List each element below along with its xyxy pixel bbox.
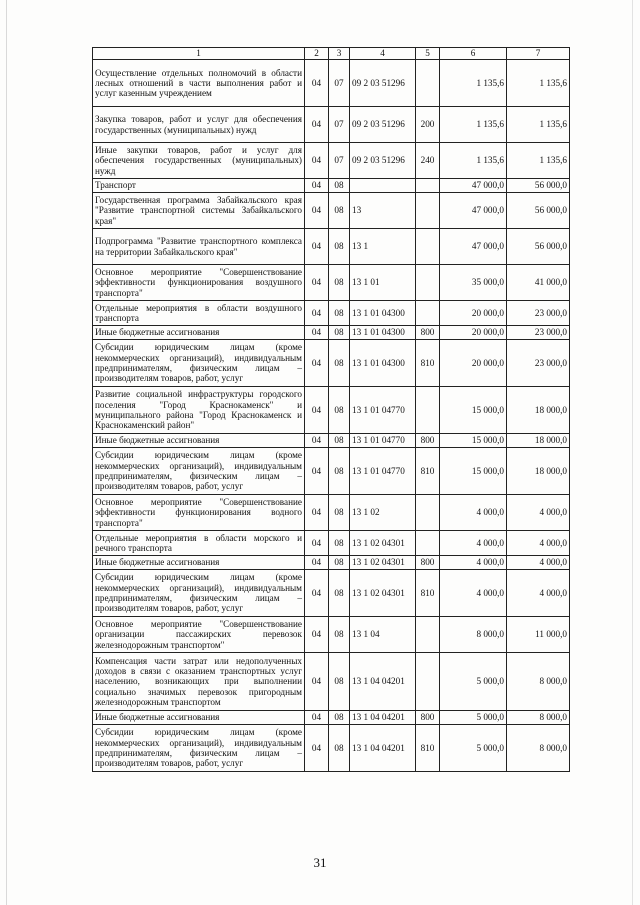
row-amount-year2-cell: 23 000,0 xyxy=(507,340,570,387)
row-subsection-cell: 08 xyxy=(329,326,350,340)
row-name-cell: Отдельные мероприятия в области воздушного транспорта xyxy=(93,301,305,326)
row-section-cell: 04 xyxy=(305,60,329,107)
row-target-article-cell: 13 1 02 04301 xyxy=(350,556,416,570)
row-name-cell: Субсидии юридическим лицам (кроме некоммерческих организаций), индивидуальным предпринимателям, физическим лицам – производителям товаров, работ, услуг xyxy=(93,448,305,495)
row-subsection-cell: 08 xyxy=(329,387,350,434)
row-name-cell: Отдельные мероприятия в области морского и речного транспорта xyxy=(93,531,305,556)
row-amount-year1-cell: 1 135,6 xyxy=(440,143,507,179)
row-section-cell: 04 xyxy=(305,265,329,301)
row-section-cell: 04 xyxy=(305,387,329,434)
row-amount-year1-cell: 1 135,6 xyxy=(440,60,507,107)
row-amount-year2-cell: 56 000,0 xyxy=(507,229,570,265)
table-row xyxy=(93,570,570,617)
row-section-cell: 04 xyxy=(305,143,329,179)
row-target-article-cell: 13 1 01 04300 xyxy=(350,340,416,387)
row-subsection-cell: 07 xyxy=(329,107,350,143)
row-amount-year1-cell: 15 000,0 xyxy=(440,448,507,495)
row-amount-year2-cell: 4 000,0 xyxy=(507,570,570,617)
row-target-article-cell: 13 1 xyxy=(350,229,416,265)
table-row xyxy=(93,193,570,229)
row-expense-type-cell: 810 xyxy=(416,340,440,387)
row-section-cell: 04 xyxy=(305,711,329,725)
header-col-3: 3 xyxy=(329,48,350,60)
header-col-2: 2 xyxy=(305,48,329,60)
row-subsection-cell: 07 xyxy=(329,60,350,107)
row-name-cell: Транспорт xyxy=(93,179,305,193)
row-target-article-cell: 13 1 01 xyxy=(350,265,416,301)
header-col-6: 6 xyxy=(440,48,507,60)
row-section-cell: 04 xyxy=(305,434,329,448)
row-section-cell: 04 xyxy=(305,193,329,229)
row-subsection-cell: 08 xyxy=(329,265,350,301)
row-target-article-cell: 09 2 03 51296 xyxy=(350,107,416,143)
row-subsection-cell: 08 xyxy=(329,570,350,617)
row-target-article-cell: 13 1 02 xyxy=(350,495,416,531)
row-amount-year1-cell: 20 000,0 xyxy=(440,301,507,326)
row-target-article-cell: 09 2 03 51296 xyxy=(350,143,416,179)
row-subsection-cell: 08 xyxy=(329,301,350,326)
row-subsection-cell: 08 xyxy=(329,617,350,653)
budget-table xyxy=(92,47,570,772)
row-name-cell: Субсидии юридическим лицам (кроме некоммерческих организаций), индивидуальным предпринимателям, физическим лицам – производителям товаров, работ, услуг xyxy=(93,725,305,772)
table-row xyxy=(93,265,570,301)
row-subsection-cell: 08 xyxy=(329,193,350,229)
row-amount-year2-cell: 56 000,0 xyxy=(507,193,570,229)
row-amount-year1-cell: 4 000,0 xyxy=(440,570,507,617)
row-target-article-cell: 13 1 01 04770 xyxy=(350,434,416,448)
row-subsection-cell: 08 xyxy=(329,229,350,265)
row-expense-type-cell: 800 xyxy=(416,711,440,725)
row-target-article-cell: 13 1 01 04770 xyxy=(350,448,416,495)
row-amount-year2-cell: 8 000,0 xyxy=(507,653,570,711)
row-section-cell: 04 xyxy=(305,653,329,711)
table-body xyxy=(93,60,570,772)
row-section-cell: 04 xyxy=(305,570,329,617)
row-amount-year2-cell: 11 000,0 xyxy=(507,617,570,653)
table-row xyxy=(93,617,570,653)
header-col-7: 7 xyxy=(507,48,570,60)
row-target-article-cell: 13 1 01 04770 xyxy=(350,387,416,434)
row-expense-type-cell xyxy=(416,265,440,301)
row-expense-type-cell: 240 xyxy=(416,143,440,179)
table-row xyxy=(93,531,570,556)
row-amount-year1-cell: 1 135,6 xyxy=(440,107,507,143)
row-subsection-cell: 08 xyxy=(329,531,350,556)
table-row xyxy=(93,107,570,143)
table-row xyxy=(93,495,570,531)
scan-edge-left xyxy=(6,0,7,905)
row-expense-type-cell: 810 xyxy=(416,448,440,495)
scan-edge-right xyxy=(632,0,633,905)
table-row xyxy=(93,448,570,495)
row-amount-year2-cell: 41 000,0 xyxy=(507,265,570,301)
row-subsection-cell: 08 xyxy=(329,434,350,448)
row-target-article-cell: 13 1 02 04301 xyxy=(350,570,416,617)
row-name-cell: Иные бюджетные ассигнования xyxy=(93,556,305,570)
header-col-1: 1 xyxy=(93,48,305,60)
row-expense-type-cell xyxy=(416,229,440,265)
row-name-cell: Компенсация части затрат или недополученных доходов в связи с оказанием транспортных услуг населению, возникающих при выполнении социально значимых перевозок пригородным железнодорожным транспортом xyxy=(93,653,305,711)
row-section-cell: 04 xyxy=(305,301,329,326)
row-amount-year1-cell: 20 000,0 xyxy=(440,326,507,340)
row-amount-year1-cell: 47 000,0 xyxy=(440,229,507,265)
row-name-cell: Развитие социальной инфраструктуры городского поселения "Город Краснокаменск" и муниципального района "Город Краснокаменск и Краснокаменский район" xyxy=(93,387,305,434)
row-amount-year1-cell: 15 000,0 xyxy=(440,434,507,448)
row-amount-year2-cell: 4 000,0 xyxy=(507,495,570,531)
row-section-cell: 04 xyxy=(305,107,329,143)
row-section-cell: 04 xyxy=(305,229,329,265)
table-row xyxy=(93,556,570,570)
row-amount-year2-cell: 8 000,0 xyxy=(507,725,570,772)
row-name-cell: Закупка товаров, работ и услуг для обеспечения государственных (муниципальных) нужд xyxy=(93,107,305,143)
table-row xyxy=(93,340,570,387)
row-amount-year1-cell: 35 000,0 xyxy=(440,265,507,301)
row-section-cell: 04 xyxy=(305,725,329,772)
row-expense-type-cell: 200 xyxy=(416,107,440,143)
row-expense-type-cell: 800 xyxy=(416,326,440,340)
row-expense-type-cell xyxy=(416,531,440,556)
table-row xyxy=(93,725,570,772)
row-target-article-cell: 13 1 04 04201 xyxy=(350,653,416,711)
row-subsection-cell: 07 xyxy=(329,143,350,179)
row-name-cell: Субсидии юридическим лицам (кроме некоммерческих организаций), индивидуальным предпринимателям, физическим лицам – производителям товаров, работ, услуг xyxy=(93,570,305,617)
row-name-cell: Иные бюджетные ассигнования xyxy=(93,711,305,725)
table-row xyxy=(93,434,570,448)
row-subsection-cell: 08 xyxy=(329,179,350,193)
row-amount-year2-cell: 4 000,0 xyxy=(507,531,570,556)
row-target-article-cell: 13 1 01 04300 xyxy=(350,326,416,340)
row-target-article-cell: 13 1 04 04201 xyxy=(350,711,416,725)
row-name-cell: Иные бюджетные ассигнования xyxy=(93,326,305,340)
table-row xyxy=(93,301,570,326)
row-subsection-cell: 08 xyxy=(329,448,350,495)
row-expense-type-cell xyxy=(416,617,440,653)
table-row xyxy=(93,387,570,434)
row-section-cell: 04 xyxy=(305,617,329,653)
row-name-cell: Государственная программа Забайкальского края "Развитие транспортной системы Забайкальского края" xyxy=(93,193,305,229)
row-subsection-cell: 08 xyxy=(329,340,350,387)
row-amount-year2-cell: 23 000,0 xyxy=(507,301,570,326)
table-row xyxy=(93,711,570,725)
row-expense-type-cell: 810 xyxy=(416,570,440,617)
row-amount-year1-cell: 15 000,0 xyxy=(440,387,507,434)
row-subsection-cell: 08 xyxy=(329,495,350,531)
header-col-5: 5 xyxy=(416,48,440,60)
row-name-cell: Основное мероприятие "Совершенствование эффективности функционирования водного транспорта" xyxy=(93,495,305,531)
row-expense-type-cell xyxy=(416,387,440,434)
table-row xyxy=(93,326,570,340)
row-target-article-cell: 13 1 04 xyxy=(350,617,416,653)
row-subsection-cell: 08 xyxy=(329,711,350,725)
row-amount-year2-cell: 56 000,0 xyxy=(507,179,570,193)
row-expense-type-cell: 810 xyxy=(416,725,440,772)
row-section-cell: 04 xyxy=(305,179,329,193)
row-name-cell: Иные бюджетные ассигнования xyxy=(93,434,305,448)
row-subsection-cell: 08 xyxy=(329,556,350,570)
row-section-cell: 04 xyxy=(305,495,329,531)
row-target-article-cell: 13 1 02 04301 xyxy=(350,531,416,556)
row-amount-year1-cell: 5 000,0 xyxy=(440,725,507,772)
row-amount-year1-cell: 4 000,0 xyxy=(440,531,507,556)
row-target-article-cell: 13 xyxy=(350,193,416,229)
row-name-cell: Иные закупки товаров, работ и услуг для обеспечения государственных (муниципальных) нужд xyxy=(93,143,305,179)
row-amount-year1-cell: 20 000,0 xyxy=(440,340,507,387)
row-amount-year2-cell: 18 000,0 xyxy=(507,434,570,448)
row-section-cell: 04 xyxy=(305,340,329,387)
table-row xyxy=(93,653,570,711)
row-name-cell: Подпрограмма "Развитие транспортного комплекса на территории Забайкальского края" xyxy=(93,229,305,265)
row-name-cell: Осуществление отдельных полномочий в области лесных отношений в части выполнения работ и услуг казенным учреждением xyxy=(93,60,305,107)
row-amount-year2-cell: 4 000,0 xyxy=(507,556,570,570)
row-amount-year2-cell: 8 000,0 xyxy=(507,711,570,725)
row-name-cell: Основное мероприятие "Совершенствование организации пассажирских перевозок железнодорожным транспортом" xyxy=(93,617,305,653)
row-section-cell: 04 xyxy=(305,448,329,495)
table-row xyxy=(93,179,570,193)
row-target-article-cell: 13 1 04 04201 xyxy=(350,725,416,772)
row-amount-year1-cell: 5 000,0 xyxy=(440,653,507,711)
row-section-cell: 04 xyxy=(305,556,329,570)
row-expense-type-cell: 800 xyxy=(416,556,440,570)
row-amount-year2-cell: 1 135,6 xyxy=(507,143,570,179)
row-target-article-cell: 13 1 01 04300 xyxy=(350,301,416,326)
table-header-row xyxy=(93,48,570,60)
table-row xyxy=(93,60,570,107)
row-amount-year2-cell: 18 000,0 xyxy=(507,387,570,434)
row-expense-type-cell xyxy=(416,653,440,711)
row-amount-year1-cell: 5 000,0 xyxy=(440,711,507,725)
row-target-article-cell: 09 2 03 51296 xyxy=(350,60,416,107)
row-target-article-cell xyxy=(350,179,416,193)
row-expense-type-cell xyxy=(416,193,440,229)
row-section-cell: 04 xyxy=(305,326,329,340)
row-amount-year1-cell: 47 000,0 xyxy=(440,193,507,229)
table-row xyxy=(93,143,570,179)
row-amount-year1-cell: 8 000,0 xyxy=(440,617,507,653)
row-amount-year2-cell: 1 135,6 xyxy=(507,60,570,107)
row-expense-type-cell xyxy=(416,60,440,107)
row-amount-year1-cell: 4 000,0 xyxy=(440,556,507,570)
row-amount-year1-cell: 47 000,0 xyxy=(440,179,507,193)
row-expense-type-cell xyxy=(416,301,440,326)
row-expense-type-cell xyxy=(416,495,440,531)
header-col-4: 4 xyxy=(350,48,416,60)
row-expense-type-cell: 800 xyxy=(416,434,440,448)
table-row xyxy=(93,229,570,265)
row-subsection-cell: 08 xyxy=(329,653,350,711)
row-name-cell: Субсидии юридическим лицам (кроме некоммерческих организаций), индивидуальным предпринимателям, физическим лицам – производителям товаров, работ, услуг xyxy=(93,340,305,387)
row-amount-year2-cell: 18 000,0 xyxy=(507,448,570,495)
row-name-cell: Основное мероприятие "Совершенствование эффективности функционирования воздушного транспорта" xyxy=(93,265,305,301)
row-section-cell: 04 xyxy=(305,531,329,556)
row-amount-year1-cell: 4 000,0 xyxy=(440,495,507,531)
row-subsection-cell: 08 xyxy=(329,725,350,772)
page-number: 31 xyxy=(313,855,327,870)
row-expense-type-cell xyxy=(416,179,440,193)
row-amount-year2-cell: 23 000,0 xyxy=(507,326,570,340)
row-amount-year2-cell: 1 135,6 xyxy=(507,107,570,143)
